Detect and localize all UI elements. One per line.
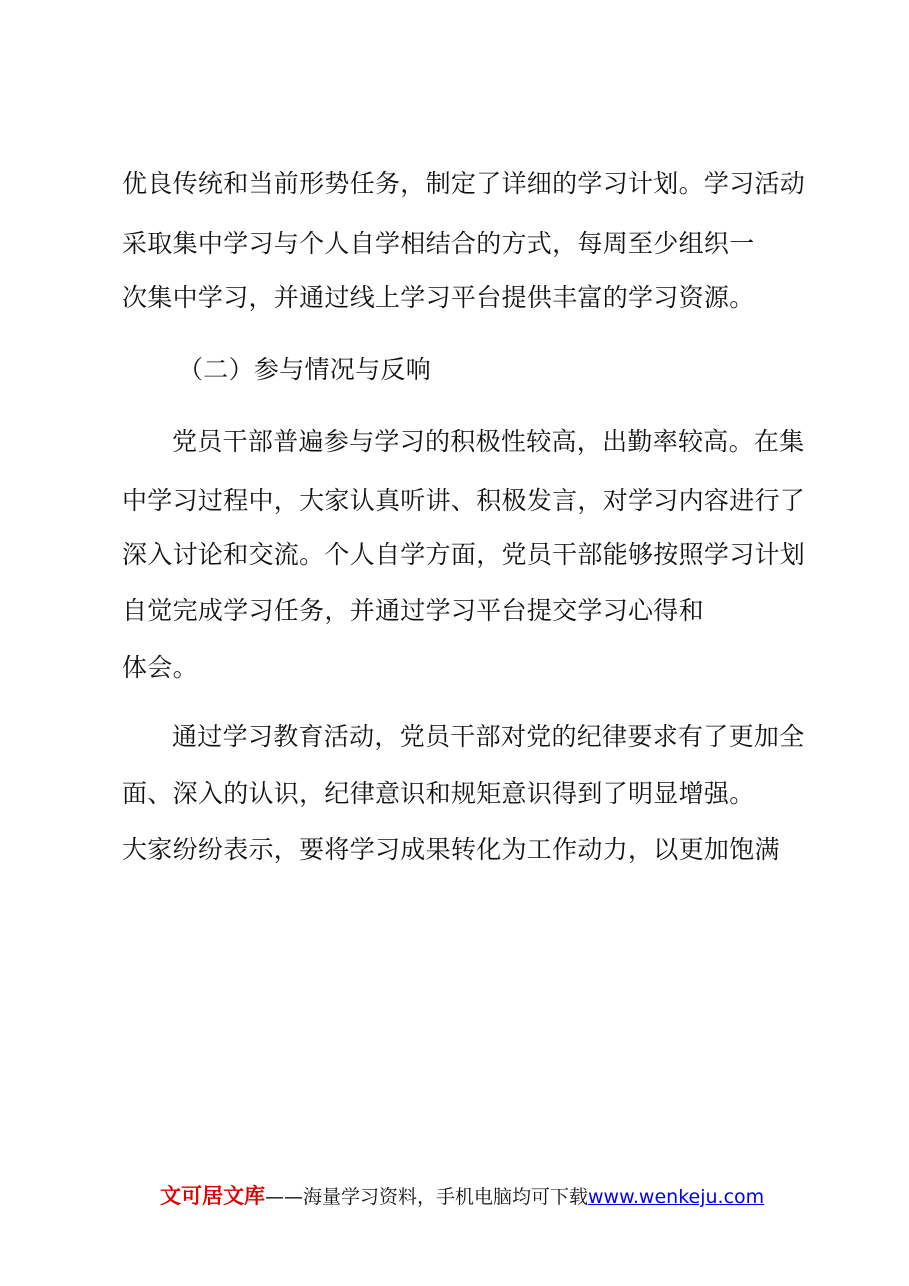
paragraph-line: 大家纷纷表示，要将学习成果转化为工作动力，以更加饱满: [122, 835, 780, 864]
paragraph-line: 优良传统和当前形势任务，制定了详细的学习计划。学习活动: [122, 169, 806, 198]
paragraph-line: 采取集中学习与个人自学相结合的方式，每周至少组织一: [122, 229, 755, 258]
website-link[interactable]: www.wenkeju.com: [588, 1186, 765, 1208]
paragraph-line: 体会。: [122, 653, 198, 682]
brand-name: 文可居文库: [160, 1184, 265, 1208]
paragraph-line: 面、深入的认识，纪律意识和规矩意识得到了明显增强。: [122, 779, 755, 808]
paragraph-line: 中学习过程中，大家认真听讲、积极发言，对学习内容进行了: [122, 486, 806, 515]
section-heading: （二）参与情况与反响: [178, 355, 432, 384]
paragraph-line: 通过学习教育活动，党员干部对党的纪律要求有了更加全: [172, 722, 805, 751]
footer: [160, 1182, 764, 1211]
footer-tagline: ——海量学习资料，手机电脑均可下载: [265, 1186, 589, 1208]
paragraph-line: 次集中学习，并通过线上学习平台提供丰富的学习资源。: [122, 283, 755, 312]
paragraph-line: 自觉完成学习任务，并通过学习平台提交学习心得和: [122, 596, 704, 625]
paragraph-line: 深入讨论和交流。个人自学方面，党员干部能够按照学习计划: [122, 540, 806, 569]
paragraph-line: 党员干部普遍参与学习的积极性较高，出勤率较高。在集: [172, 427, 805, 456]
